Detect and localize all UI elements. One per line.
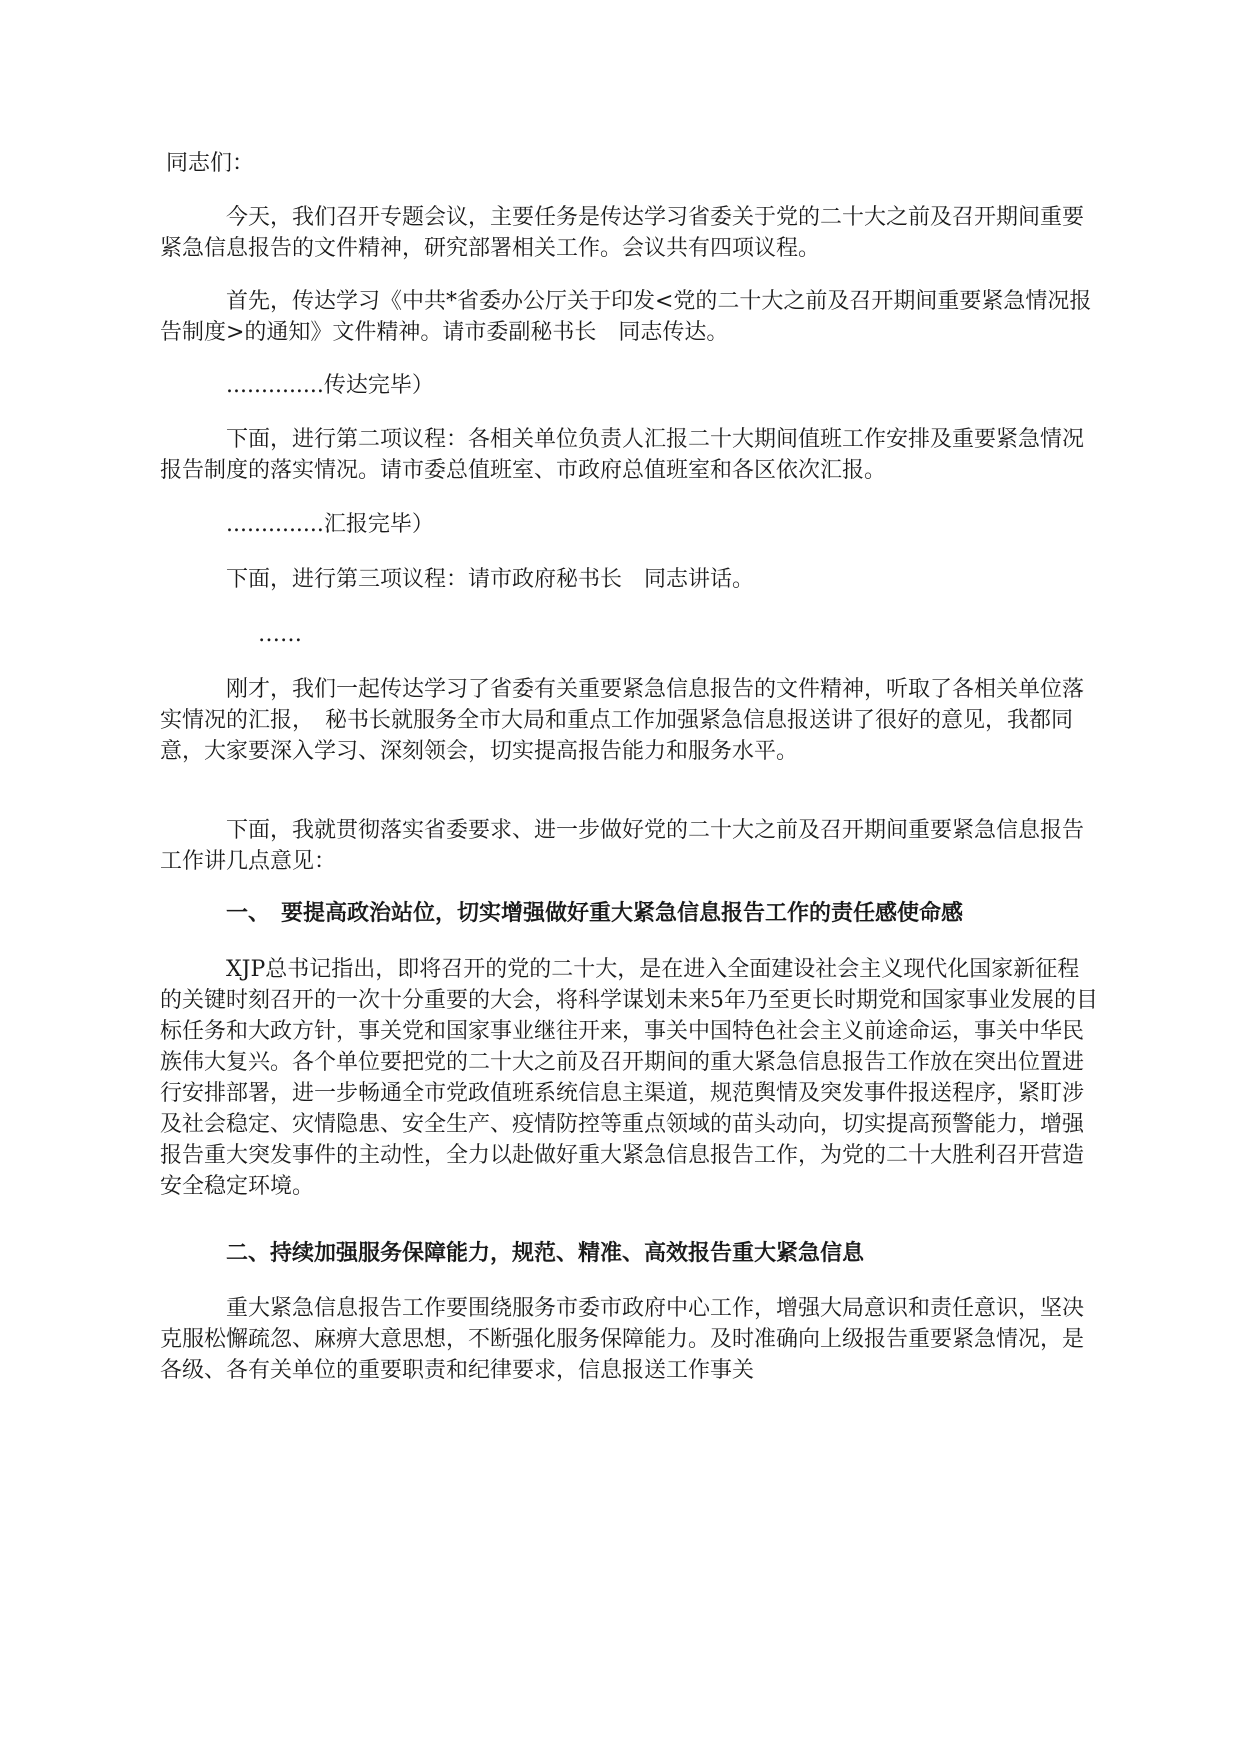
paragraph-opening: 今天，我们召开专题会议，主要任务是传达学习省委关于党的二十大之前及召开期间重要紧急信息报告的文件精神，研究部署相关工作。会议共有四项议程。: [160, 205, 1085, 261]
section-heading-one: 一、 要提高政治站位，切实增强做好重大紧急信息报告工作的责任感使命感: [226, 901, 964, 926]
paragraph-agenda-two: 下面，进行第二项议程：各相关单位负责人汇报二十大期间值班工作安排及重要紧急情况报告制度的落实情况。请市委总值班室、市政府总值班室和各区依次汇报。: [160, 427, 1085, 483]
section-heading-two: 二、持续加强服务保障能力，规范、精准、高效报告重大紧急信息: [226, 1241, 865, 1266]
paragraph-agenda-three: 下面，进行第三项议程：请市政府秘书长 同志讲话。: [226, 567, 755, 592]
paragraph-summary: 刚才，我们一起传达学习了省委有关重要紧急信息报告的文件精神，听取了各相关单位落实情况的汇报， 秘书长就服务全市大局和重点工作加强紧急信息报送讲了很好的意见，我都同意，大家要深入学习、深刻领会，切实提高报告能力和服务水平。: [160, 677, 1085, 764]
salutation: 同志们：: [166, 151, 255, 176]
paragraph-section-one-body: XJP总书记指出，即将召开的党的二十大，是在进入全面建设社会主义现代化国家新征程的关键时刻召开的一次十分重要的大会，将科学谋划未来5年乃至更长时期党和国家事业发展的目标任务和大政方针，事关党和国家事业继往开来，事关中国特色社会主义前途命运，事关中华民族伟大复兴。各个单位要把党的二十大之前及召开期间的重大紧急信息报告工作放在突出位置进行安排部署，进一步畅通全市党政值班系统信息主渠道，规范舆情及突发事件报送程序，紧盯涉及社会稳定、灾情隐患、安全生产、疫情防控等重点领域的苗头动向，切实提高预警能力，增强报告重大突发事件的主动性，全力以赴做好重大紧急信息报告工作，为党的二十大胜利召开营造安全稳定环境。: [160, 957, 1099, 1199]
paragraph-opinions-intro: 下面，我就贯彻落实省委要求、进一步做好党的二十大之前及召开期间重要紧急信息报告工作讲几点意见：: [160, 818, 1085, 874]
paragraph-report-done: ..............汇报完毕）: [226, 512, 434, 537]
paragraph-agenda-one: 首先，传达学习《中共*省委办公厅关于印发<党的二十大之前及召开期间重要紧急情况报告制度>的通知》文件精神。请市委副秘书长 同志传达。: [160, 289, 1092, 345]
paragraph-relay-done: ..............传达完毕）: [226, 373, 434, 398]
paragraph-section-two-body: 重大紧急信息报告工作要围绕服务市委市政府中心工作，增强大局意识和责任意识，坚决克服松懈疏忽、麻痹大意思想，不断强化服务保障能力。及时准确向上级报告重要紧急情况，是各级、各有关单位的重要职责和纪律要求，信息报送工作事关: [160, 1296, 1085, 1383]
paragraph-ellipsis: ……: [258, 622, 302, 647]
